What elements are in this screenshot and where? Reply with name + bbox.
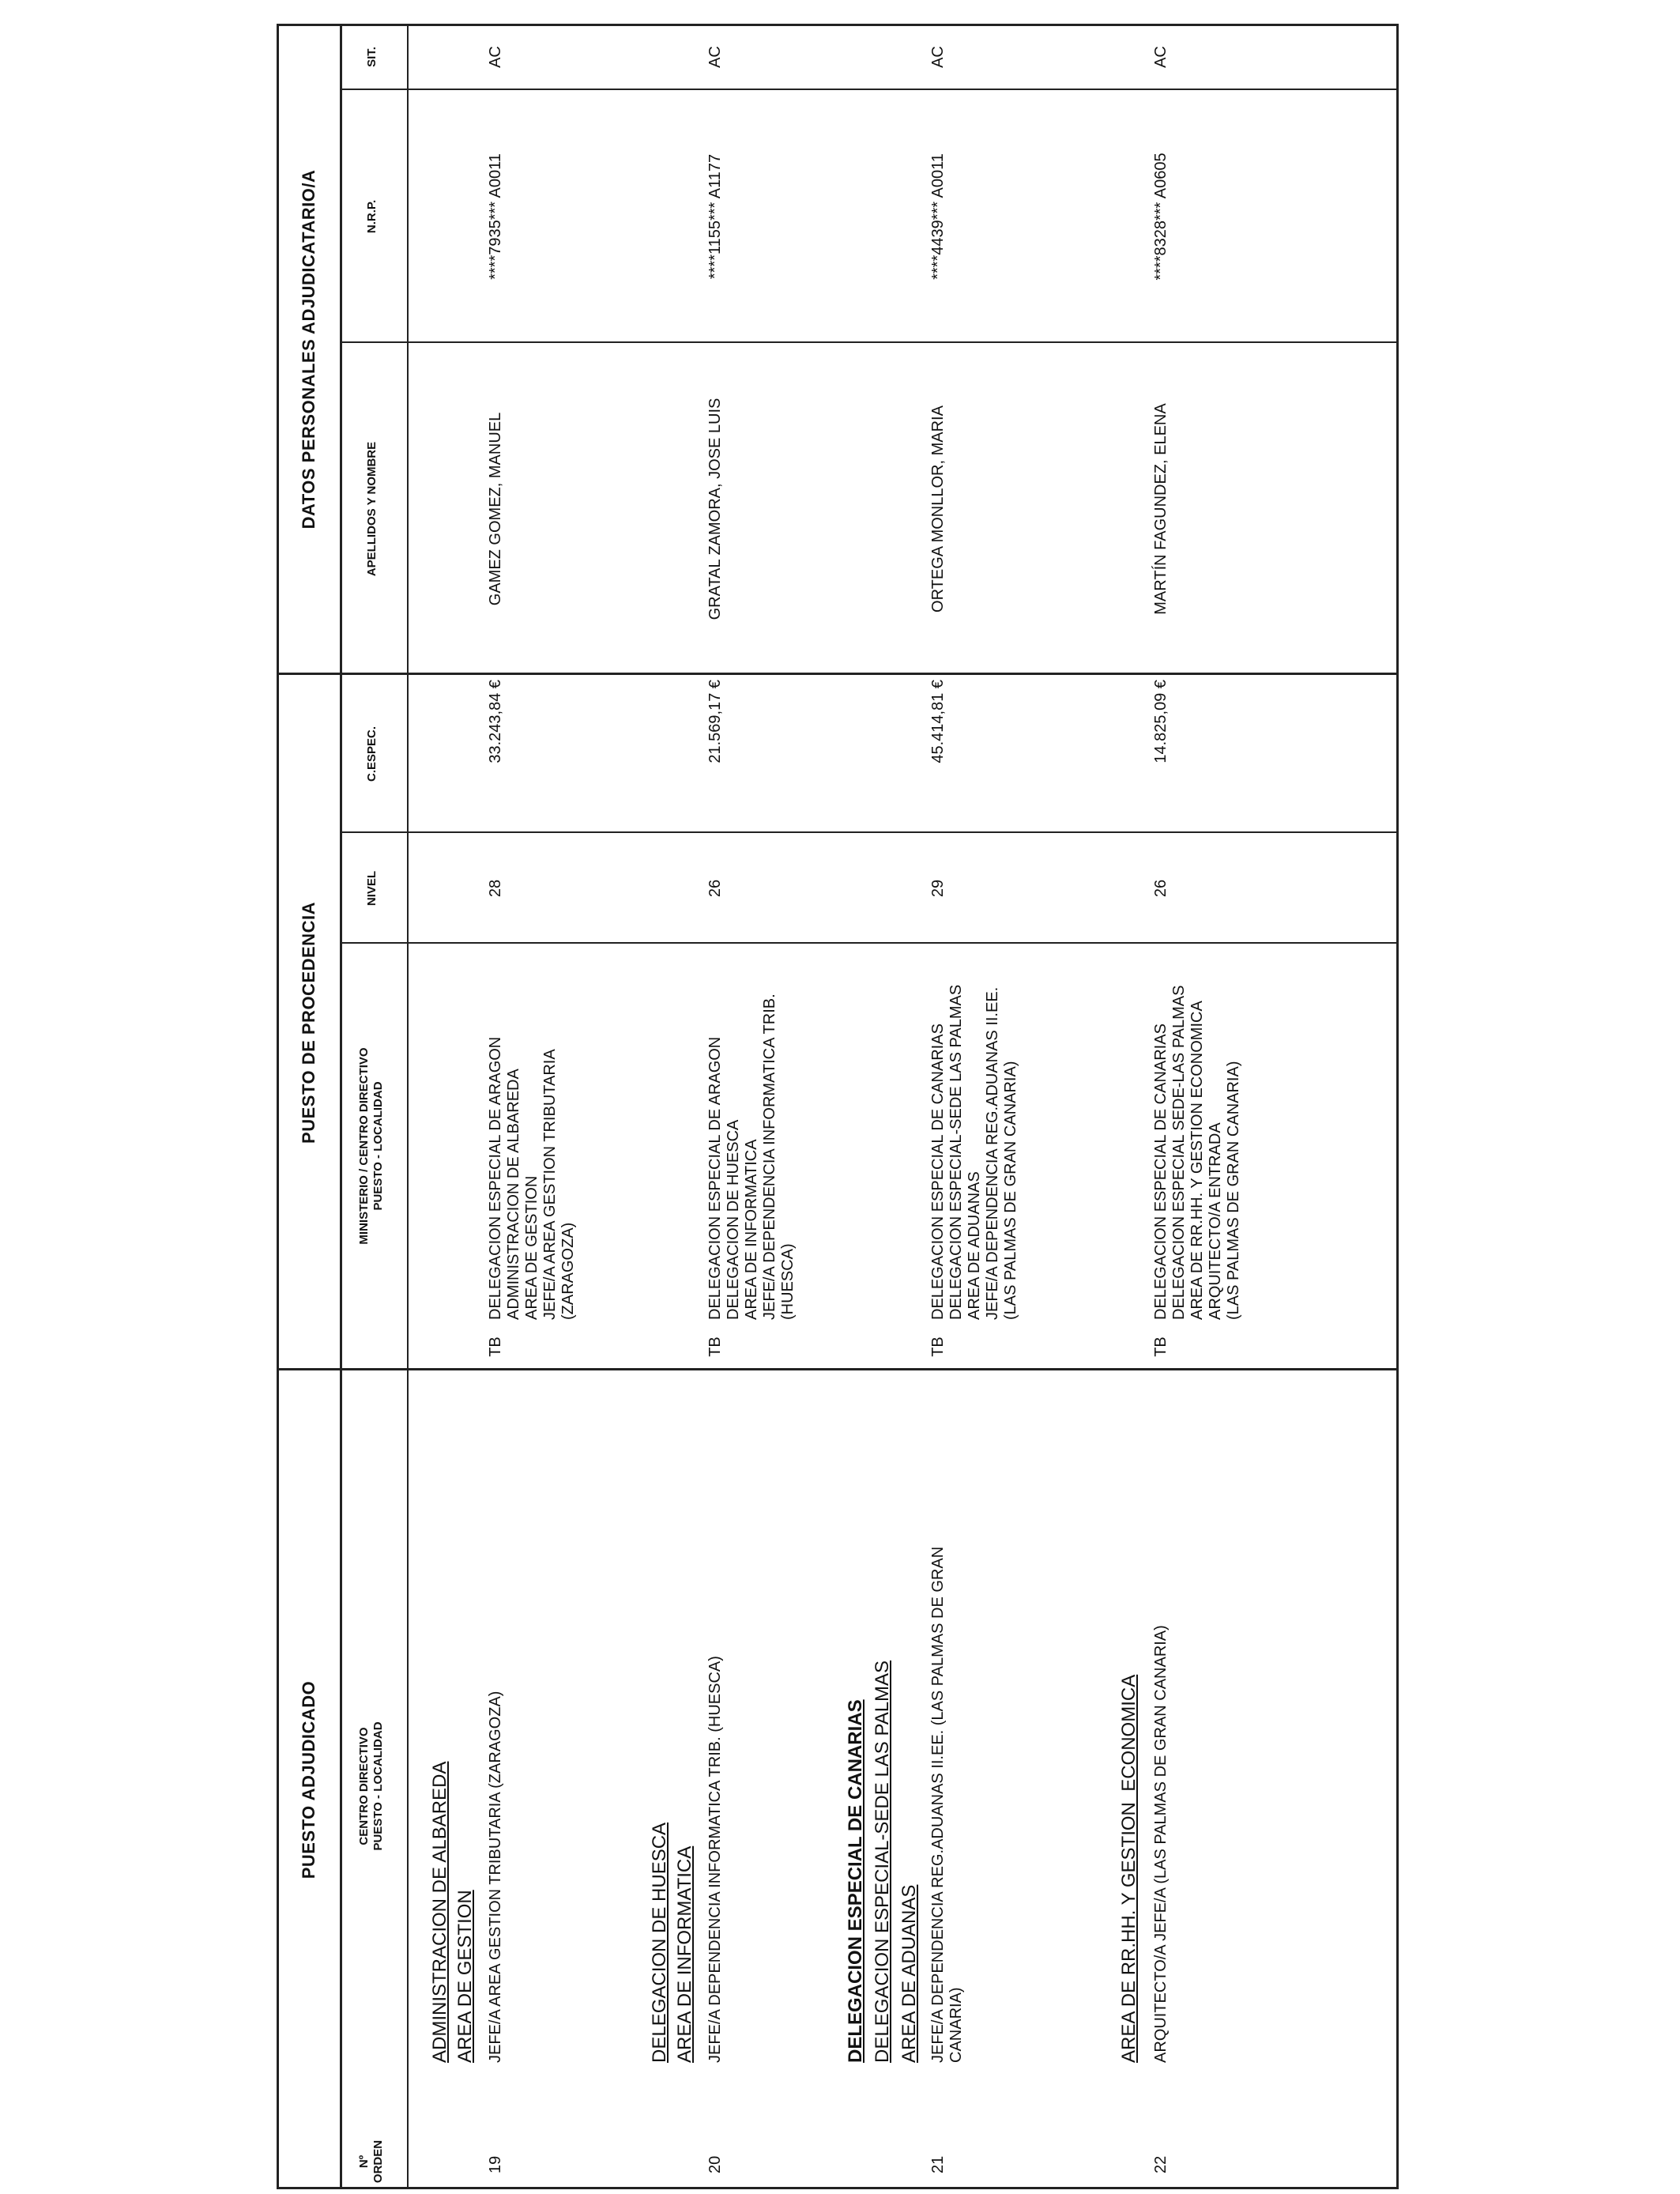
row-19-sit: AC [487,46,504,68]
separator [407,24,409,2189]
row-22-tipo: TB [1152,1336,1170,1357]
row-22-heading-1: AREA DE RR.HH. Y GESTION ECONOMICA [1118,1674,1139,2063]
row-21-nombre: ORTEGA MONLLOR, MARIA [929,405,947,613]
row-22-procedencia: DELEGACION ESPECIAL DE CANARIAS DELEGACION ESPECIAL SEDE-LAS PALMAS AREA DE RR.HH. Y GESTION ECONOMICA ARQUITECTO/A ENTRADA (LAS PALMAS DE GRAN CANARIA) [1152,985,1242,1320]
row-20-puesto: JEFE/A DEPENDENCIA INFORMATICA TRIB. (HUESCA) [706,1656,724,2063]
row-21-cespec: 45.414,81 € [929,680,947,763]
row-21-procedencia: DELEGACION ESPECIAL DE CANARIAS DELEGACION ESPECIAL-SEDE LAS PALMAS AREA DE ADUANAS JEFE/A DEPENDENCIA REG.ADUANAS II.EE. (LAS PALMAS DE GRAN CANARIA) [929,984,1019,1320]
row-19-procedencia: DELEGACION ESPECIAL DE ARAGON ADMINISTRACION DE ALBAREDA AREA DE GESTION JEFE/A AREA GESTION TRIBUTARIA (ZARAGOZA) [487,1036,577,1320]
row-20-nrp: ****1155*** A1177 [706,153,724,280]
row-20-nivel: 26 [706,879,724,898]
row-21-orden: 21 [929,2155,947,2173]
row-22-sit: AC [1152,46,1170,68]
row-20-cespec: 21.569,17 € [706,680,724,763]
row-22-cespec: 14.825,09 € [1152,680,1170,763]
row-20-heading-2: AREA DE INFORMATICA [674,1845,695,2063]
row-21-nivel: 29 [929,879,947,898]
group-header-puesto-adjudicado: PUESTO ADJUDICADO [299,1680,318,1879]
column-header-apellidos: APELLIDOS Y NOMBRE [365,441,379,577]
row-19-tipo: TB [487,1336,504,1357]
column-header-sit: SIT. [365,47,379,67]
row-19-heading-1: ADMINISTRACION DE ALBAREDA [429,1761,450,2063]
column-header-ministerio: MINISTERIO / CENTRO DIRECTIVO PUESTO - LOCALIDAD [357,1047,385,1245]
row-20-orden: 20 [706,2155,724,2173]
row-22-orden: 22 [1152,2155,1170,2173]
row-21-nrp: ****4439*** A0011 [929,153,947,280]
row-19-nivel: 28 [487,879,504,898]
row-19-nombre: GAMEZ GOMEZ, MANUEL [487,412,504,606]
column-header-nrp: N.R.P. [365,199,379,234]
column-header-centro-adjudicado: CENTRO DIRECTIVO PUESTO - LOCALIDAD [357,1721,385,1851]
row-19-nrp: ****7935*** A0011 [487,153,504,280]
row-22-nombre: MARTÍN FAGUNDEZ, ELENA [1152,403,1170,615]
row-21-heading-2: AREA DE ADUANAS [898,1884,920,2063]
row-22-nivel: 26 [1152,879,1170,898]
row-19-puesto: JEFE/A AREA GESTION TRIBUTARIA (ZARAGOZA) [487,1691,504,2063]
row-20-procedencia: DELEGACION ESPECIAL DE ARAGON DELEGACION DE HUESCA AREA DE INFORMATICA JEFE/A DEPENDENCIA INFORMATICA TRIB. (HUESCA) [706,993,797,1320]
row-21-tipo: TB [929,1336,947,1357]
row-19-heading-2: AREA DE GESTION [454,1890,476,2063]
separator [277,1368,1399,1370]
document-page [277,24,1399,2189]
row-20-nombre: GRATAL ZAMORA, JOSE LUIS [706,398,724,620]
row-20-sit: AC [706,46,724,68]
column-header-cespec: C.ESPEC. [365,726,379,782]
row-21-sit: AC [929,46,947,68]
row-19-cespec: 33.243,84 € [487,680,504,763]
column-header-nivel: NIVEL [365,870,379,907]
group-header-puesto-procedencia: PUESTO DE PROCEDENCIA [299,902,318,1144]
row-21-bold-heading: DELEGACION ESPECIAL DE CANARIAS [845,1699,866,2063]
separator [340,24,342,2189]
row-20-tipo: TB [706,1336,724,1357]
column-header-orden: Nº ORDEN [357,2139,385,2184]
row-20-heading-1: DELEGACION DE HUESCA [649,1822,670,2063]
row-19-orden: 19 [487,2155,504,2173]
separator [277,673,1399,675]
group-header-datos-personales: DATOS PERSONALES ADJUDICATARIO/A [299,169,318,530]
row-21-puesto: JEFE/A DEPENDENCIA REG.ADUANAS II.EE. (LAS PALMAS DE GRAN CANARIA) [929,1546,965,2063]
row-21-heading-1: DELEGACION ESPECIAL-SEDE LAS PALMAS [872,1660,893,2063]
row-22-puesto: ARQUITECTO/A JEFE/A (LAS PALMAS DE GRAN CANARIA) [1152,1625,1170,2063]
row-22-nrp: ****8328*** A0605 [1152,153,1170,281]
